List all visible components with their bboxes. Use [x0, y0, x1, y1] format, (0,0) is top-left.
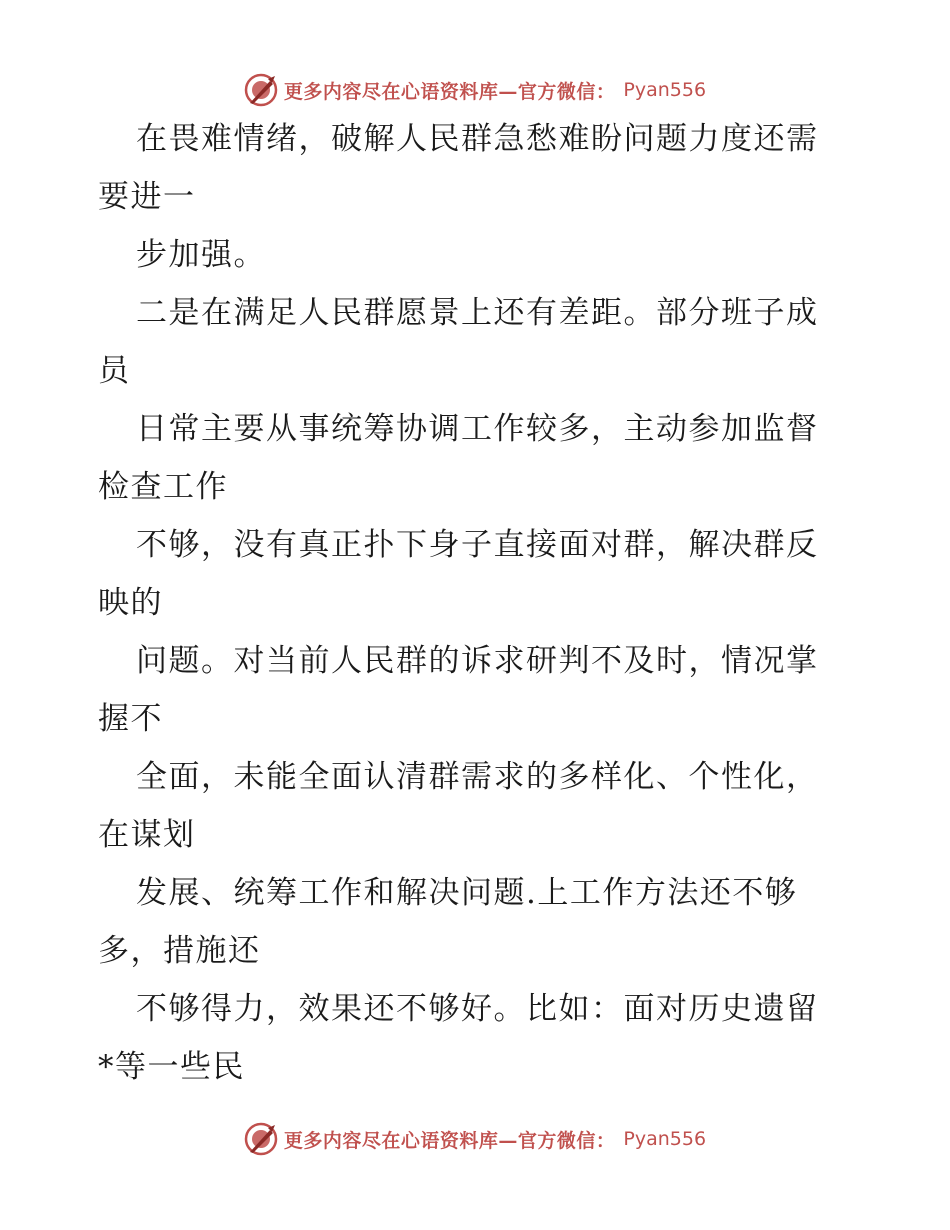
document-body [98, 122, 858, 1108]
body-line: 检查工作 [98, 469, 228, 505]
body-line: *等一些民 [98, 1049, 245, 1085]
quill-logo-icon [244, 1122, 278, 1156]
body-line: 不够，没有真正扑下身子直接面对群，解决群反 [136, 527, 819, 563]
body-line: 步加强。 [136, 237, 266, 273]
header-watermark [0, 68, 950, 112]
footer-watermark [0, 1117, 950, 1161]
body-line: 多，措施还 [98, 933, 261, 969]
header-watermark-text: 更多内容尽在心语资料库—官方微信： [283, 80, 616, 103]
body-line: 要进一 [98, 179, 196, 215]
body-line: 握不 [98, 701, 163, 737]
body-line: 日常主要从事统筹协调工作较多，主动参加监督 [136, 411, 819, 447]
body-line: 发展、统筹工作和解决问题.上工作方法还不够 [136, 875, 798, 911]
body-line: 全面，未能全面认清群需求的多样化、个性化， [136, 759, 819, 795]
body-line: 员 [98, 353, 131, 389]
quill-logo-icon [244, 73, 278, 107]
body-line: 问题。对当前人民群的诉求研判不及时，情况掌 [136, 643, 819, 679]
header-wechat-id: Pyan556 [623, 79, 707, 101]
body-line: 不够得力，效果还不够好。比如：面对历史遗留 [136, 991, 819, 1027]
body-line: 二是在满足人民群愿景上还有差距。部分班子成 [136, 295, 819, 331]
body-line: 在谋划 [98, 817, 196, 853]
body-line: 在畏难情绪，破解人民群急愁难盼问题力度还需 [136, 121, 819, 157]
footer-watermark-text: 更多内容尽在心语资料库—官方微信： [283, 1129, 616, 1152]
footer-wechat-id: Pyan556 [623, 1128, 707, 1150]
body-line: 映的 [98, 585, 163, 621]
